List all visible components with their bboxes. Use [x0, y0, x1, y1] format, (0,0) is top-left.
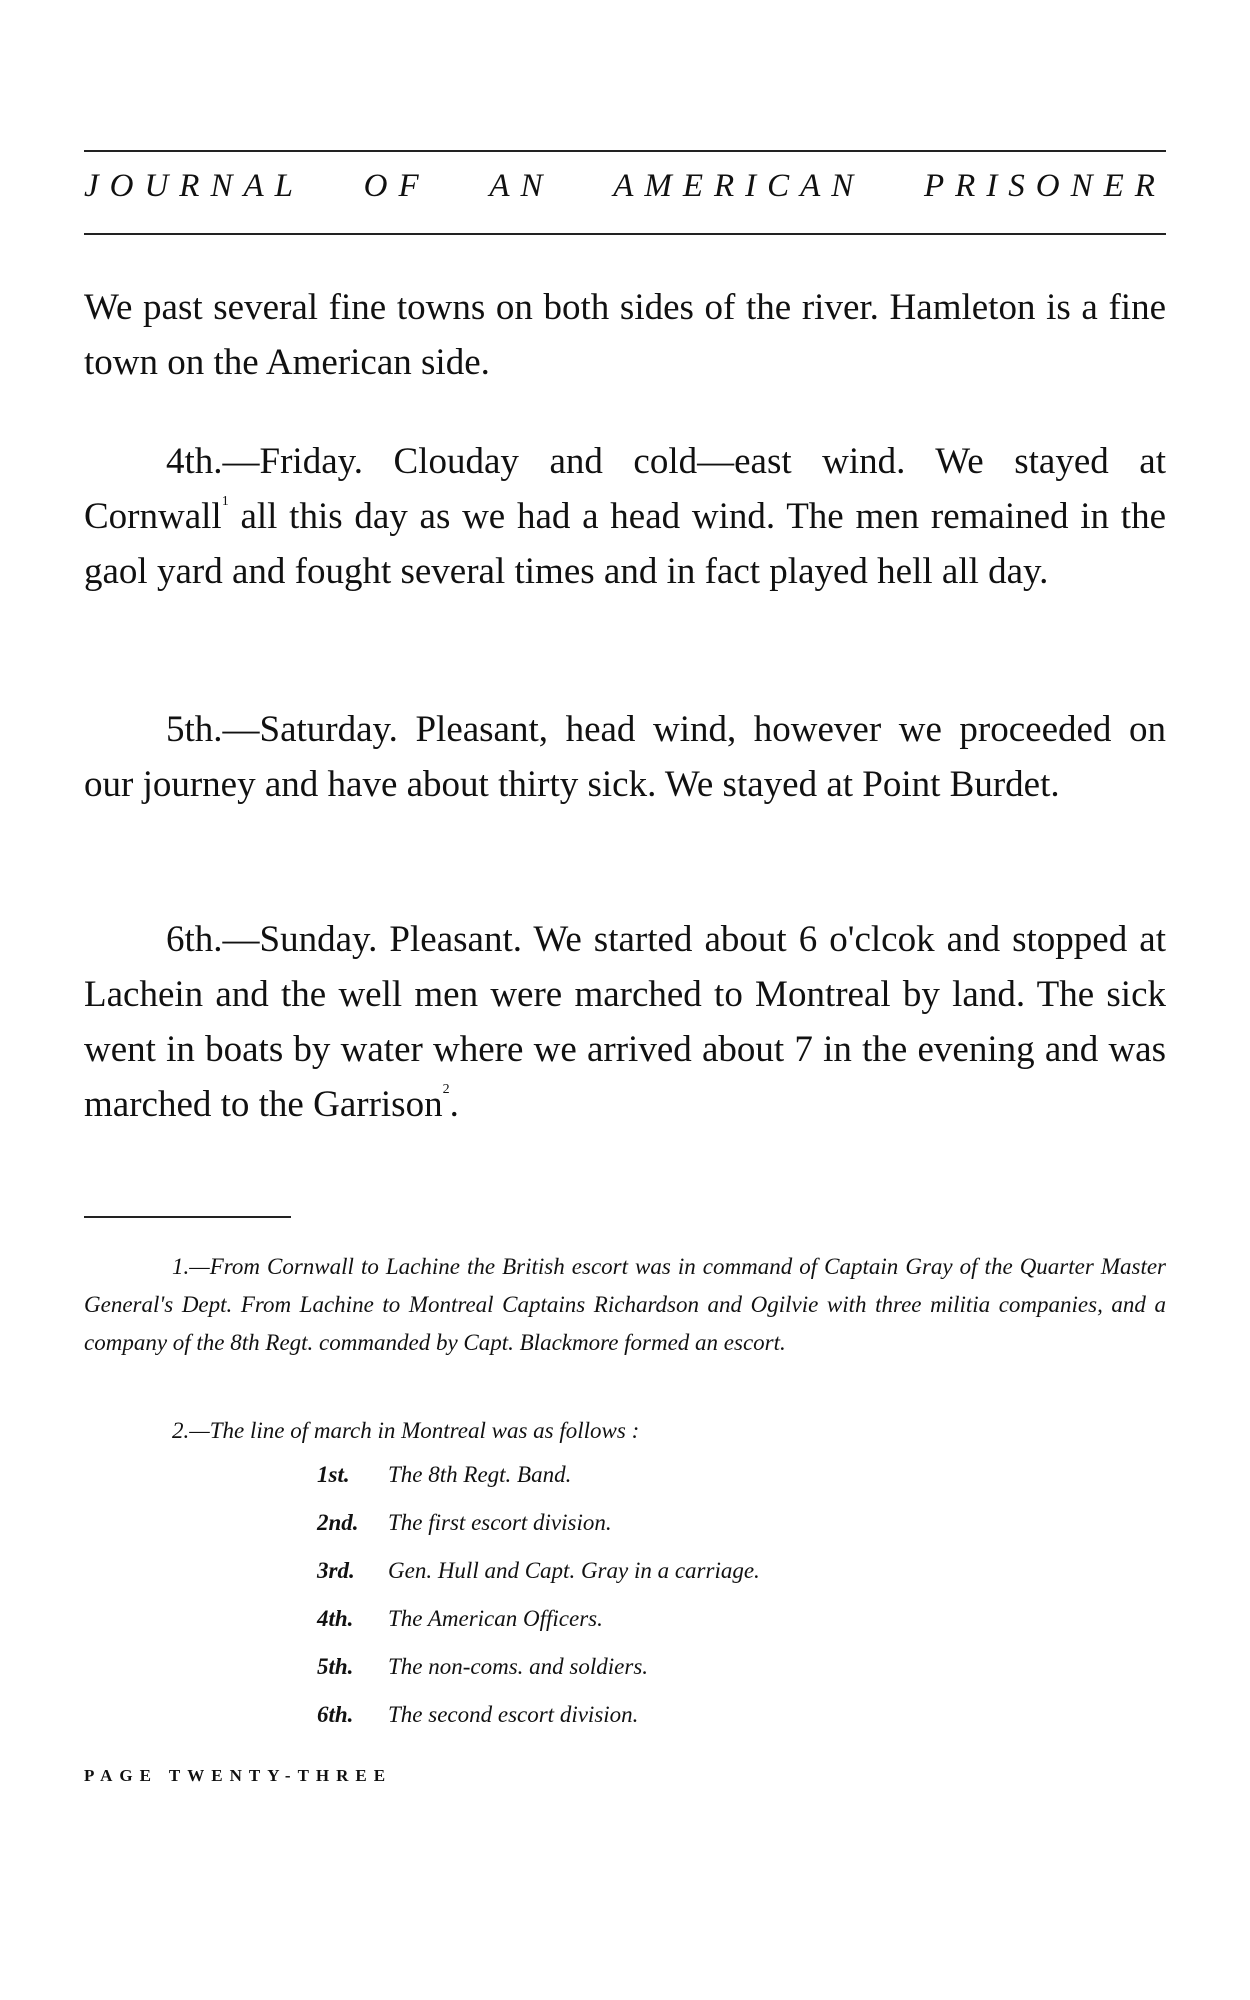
- march-number: 3rd.: [317, 1558, 355, 1583]
- header-word: AMERICAN: [613, 168, 865, 204]
- paragraph-text: all this day as we had a head wind. The men remained in the gaol yard and fought several times and in fact played hell all day.: [84, 496, 1166, 592]
- running-header: [84, 168, 1166, 205]
- march-list: [317, 1462, 760, 1750]
- march-number: 4th.: [317, 1606, 354, 1631]
- paragraph-text: .: [449, 1084, 459, 1125]
- header-bottom-rule: [84, 233, 1166, 235]
- paragraph-5th: 5th.—Saturday. Pleasant, head wind, however we proceeded on our journey and have about thirty sick. We stayed at Point Burdet.: [84, 709, 1166, 805]
- footnote-1: 1.—From Cornwall to Lachine the British escort was in command of Captain Gray of the Quarter Master General's Dept. From Lachine to Montreal Captains Richardson and Ogilvie with three militia companies, and a company of the 8th Regt. commanded by Capt. Blackmore formed an escort.: [84, 1254, 1166, 1355]
- march-text: The American Officers.: [388, 1606, 603, 1631]
- march-number: 2nd.: [317, 1510, 359, 1535]
- page-number-footer: PAGE TWENTY-THREE: [84, 1766, 393, 1785]
- header-word: JOURNAL: [84, 168, 304, 204]
- header-word: AN: [489, 168, 554, 204]
- march-number: 1st.: [317, 1462, 350, 1487]
- footnote-2: 2.—The line of march in Montreal was as follows :: [172, 1418, 640, 1443]
- paragraph-text: 4th.—Friday. Clouday and cold—east wind. We stayed at Cornwall: [84, 441, 1166, 537]
- footnote-rule: [84, 1216, 291, 1218]
- march-item: [317, 1606, 760, 1654]
- paragraph-4th: [84, 434, 1166, 599]
- march-item: [317, 1558, 760, 1606]
- march-number: 5th.: [317, 1654, 354, 1679]
- footnote-ref-2: 2: [442, 1082, 450, 1097]
- march-text: The second escort division.: [388, 1702, 639, 1727]
- march-text: The non-coms. and soldiers.: [388, 1654, 649, 1679]
- paragraph-6th: [84, 912, 1166, 1132]
- march-item: [317, 1654, 760, 1702]
- march-item: [317, 1510, 760, 1558]
- header-top-rule: [84, 150, 1166, 152]
- header-word: PRISONER: [924, 168, 1166, 204]
- march-text: Gen. Hull and Capt. Gray in a carriage.: [388, 1558, 760, 1583]
- march-item: [317, 1462, 760, 1510]
- march-text: The 8th Regt. Band.: [388, 1462, 572, 1487]
- paragraph-text: 6th.—Sunday. Pleasant. We started about 6 o'clcok and stopped at Lachein and the well men were marched to Montreal by land. The sick went in boats by water where we arrived about 7 in the evening and was marched to the Garrison: [84, 919, 1166, 1125]
- march-text: The first escort division.: [388, 1510, 612, 1535]
- paragraph-1: We past several fine towns on both sides of the river. Hamleton is a fine town on the American side.: [84, 287, 1166, 383]
- footnote-ref-1: 1: [221, 494, 229, 509]
- march-item: [317, 1702, 760, 1750]
- header-word: OF: [363, 168, 430, 204]
- march-number: 6th.: [317, 1702, 354, 1727]
